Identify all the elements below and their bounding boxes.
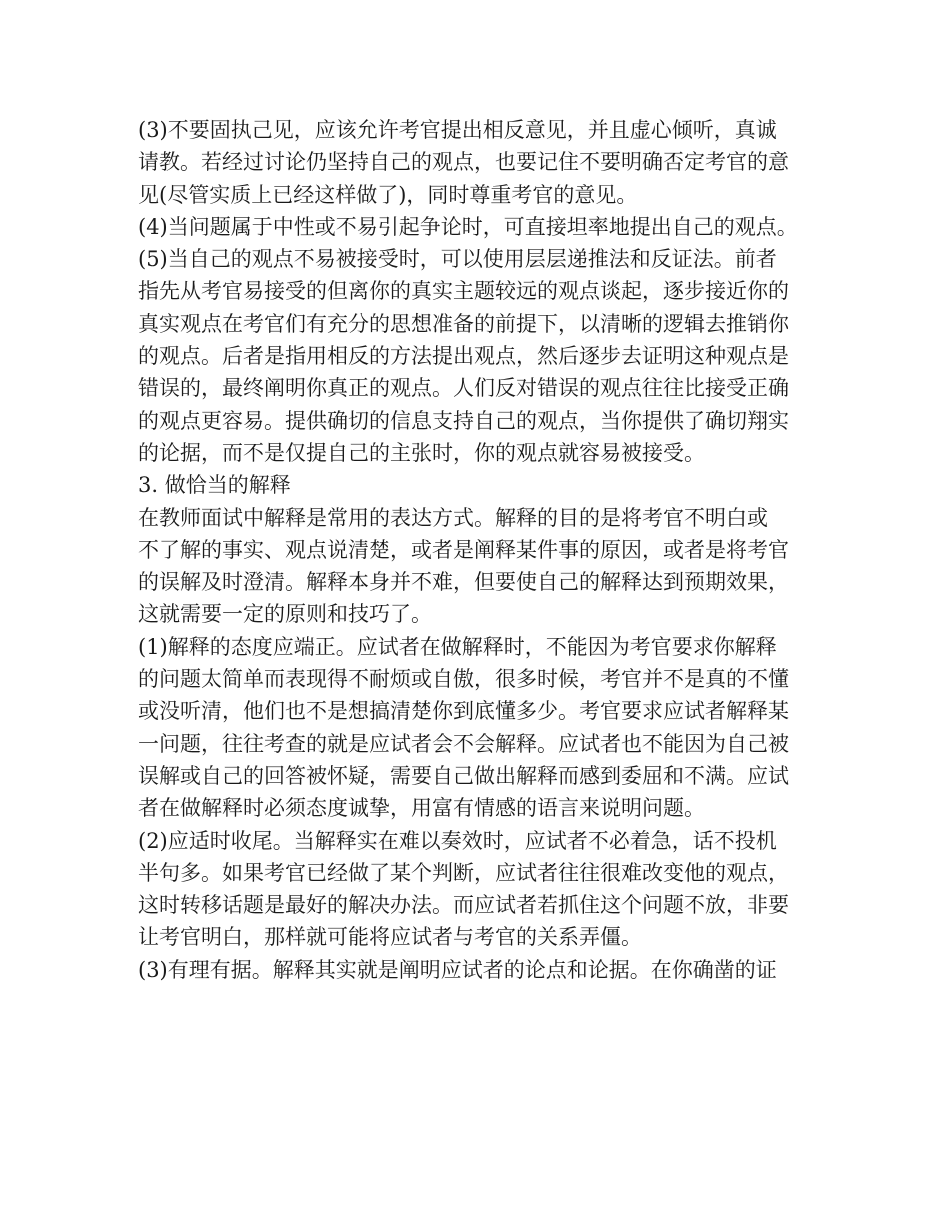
text-line: 的观点。后者是指用相反的方法提出观点，然后逐步去证明这种观点是 bbox=[138, 344, 789, 369]
body-text bbox=[138, 114, 828, 986]
text-line: 一问题，往往考查的就是应试者会不会解释。应试者也不能因为自己被 bbox=[138, 731, 789, 756]
text-line: 半句多。如果考官已经做了某个判断，应试者往往很难改变他的观点， bbox=[138, 860, 789, 885]
text-line: (1)解释的态度应端正。应试者在做解释时，不能因为考官要求你解释 bbox=[138, 634, 777, 659]
text-line: 的观点更容易。提供确切的信息支持自己的观点，当你提供了确切翔实 bbox=[138, 408, 789, 433]
text-line: (2)应适时收尾。当解释实在难以奏效时，应试者不必着急，话不投机 bbox=[138, 828, 777, 853]
text-line: 者在做解释时必须态度诚挚，用富有情感的语言来说明问题。 bbox=[138, 796, 705, 821]
text-line: 指先从考官易接受的但离你的真实主题较远的观点谈起，逐步接近你的 bbox=[138, 279, 789, 304]
text-line: 错误的，最终阐明你真正的观点。人们反对错误的观点往往比接受正确 bbox=[138, 376, 789, 401]
text-line: (3)有理有据。解释其实就是阐明应试者的论点和论据。在你确凿的证 bbox=[138, 957, 777, 982]
text-line: 的问题太简单而表现得不耐烦或自傲，很多时候，考官并不是真的不懂 bbox=[138, 667, 789, 692]
text-line: (4)当问题属于中性或不易引起争论时，可直接坦率地提出自己的观点。 bbox=[138, 214, 798, 239]
text-line: (5)当自己的观点不易被接受时，可以使用层层递推法和反证法。前者 bbox=[138, 247, 777, 272]
text-line: 这就需要一定的原则和技巧了。 bbox=[138, 602, 432, 627]
text-line: 请教。若经过讨论仍坚持自己的观点，也要记住不要明确否定考官的意 bbox=[138, 150, 789, 175]
text-line: 误解或自己的回答被怀疑，需要自己做出解释而感到委屈和不满。应试 bbox=[138, 763, 789, 788]
text-line: 不了解的事实、观点说清楚，或者是阐释某件事的原因，或者是将考官 bbox=[138, 537, 789, 562]
text-line: 的论据，而不是仅提自己的主张时，你的观点就容易被接受。 bbox=[138, 440, 705, 465]
text-line: 见(尽管实质上已经这样做了)，同时尊重考官的意见。 bbox=[138, 182, 638, 207]
text-line: 或没听清，他们也不是想搞清楚你到底懂多少。考官要求应试者解释某 bbox=[138, 699, 789, 724]
text-line: (3)不要固执己见，应该允许考官提出相反意见，并且虚心倾听，真诚 bbox=[138, 118, 777, 142]
text-line: 的误解及时澄清。解释本身并不难，但要使自己的解释达到预期效果， bbox=[138, 570, 789, 595]
text-line: 真实观点在考官们有充分的思想准备的前提下，以清晰的逻辑去推销你 bbox=[138, 311, 789, 336]
text-line: 在教师面试中解释是常用的表达方式。解释的目的是将考官不明白或 bbox=[138, 505, 768, 530]
section-heading: 3. 做恰当的解释 bbox=[138, 473, 291, 498]
text-line: 这时转移话题是最好的解决办法。而应试者若抓住这个问题不放，非要 bbox=[138, 893, 789, 918]
text-line: 让考官明白，那样就可能将应试者与考官的关系弄僵。 bbox=[138, 925, 642, 950]
